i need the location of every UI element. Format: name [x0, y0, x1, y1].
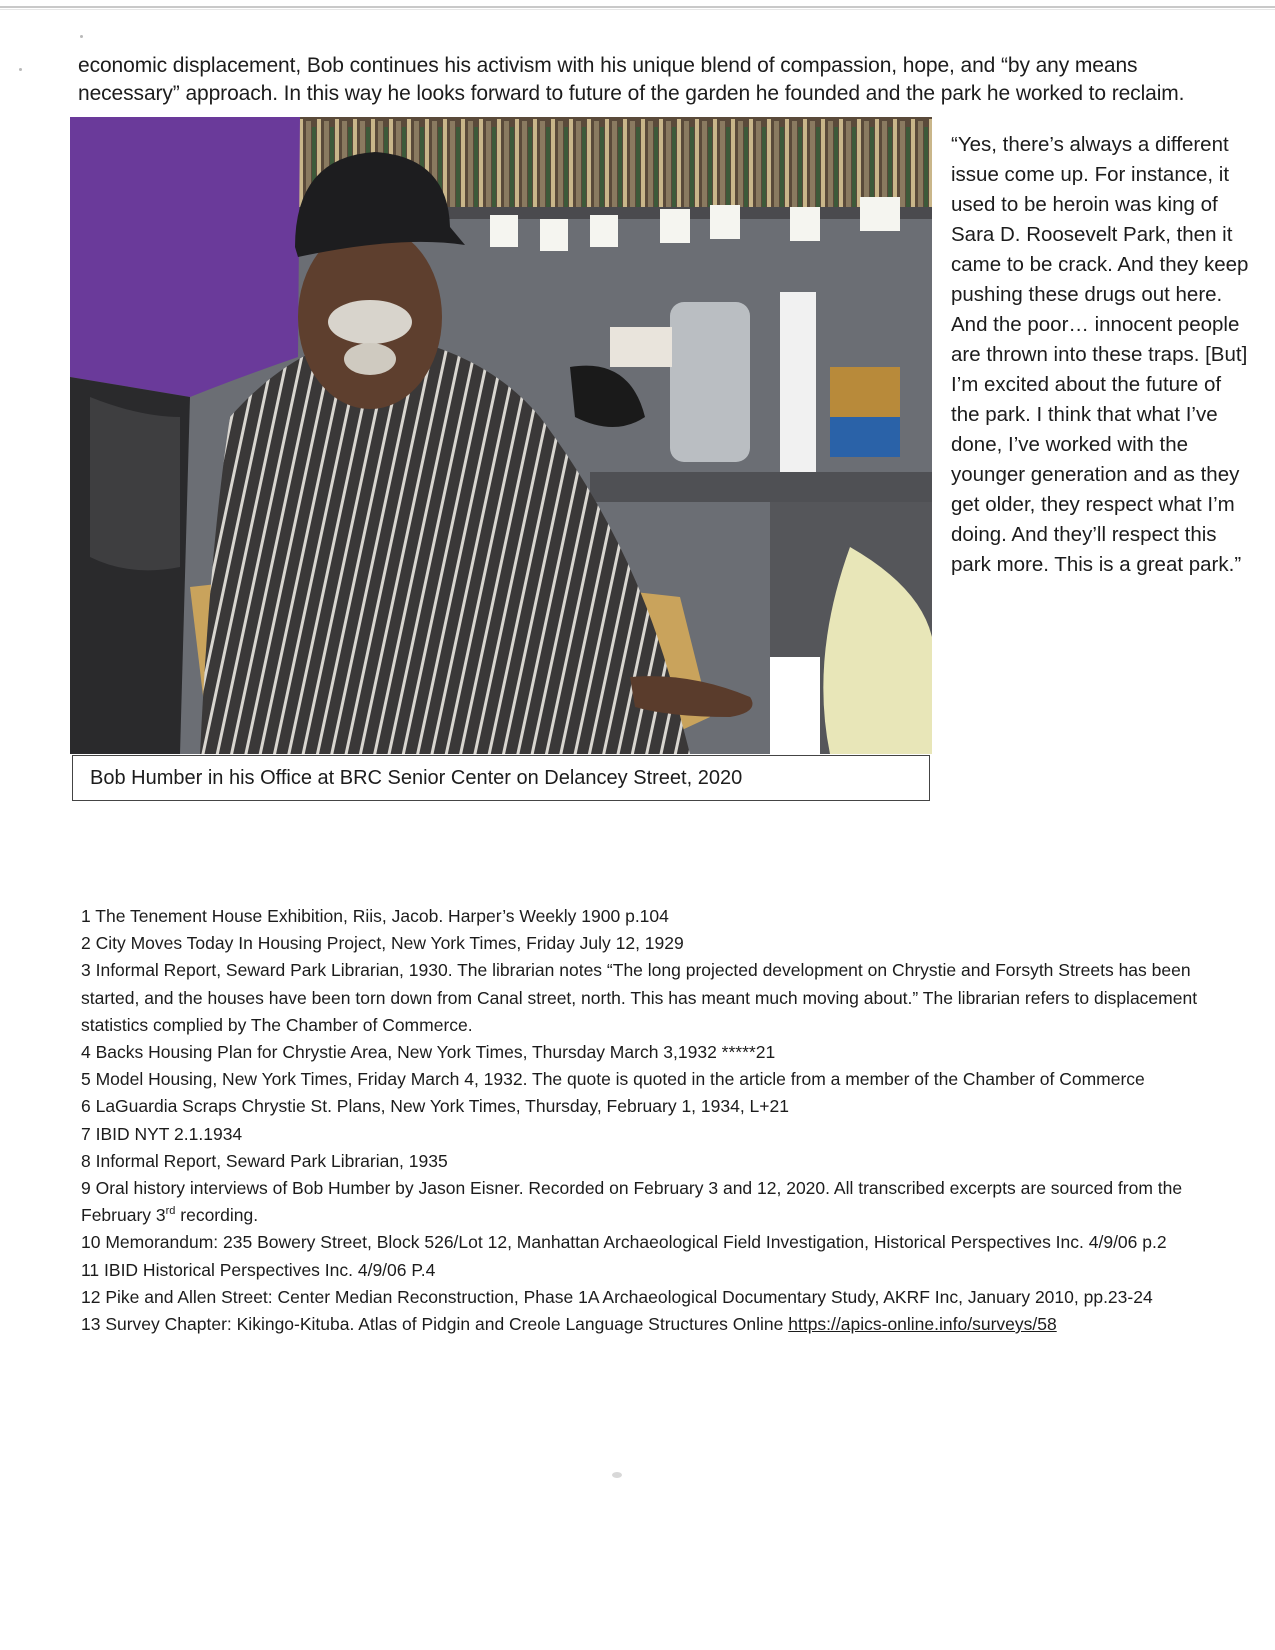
photo-illustration: [70, 117, 932, 754]
footnote-9: [81, 1175, 1221, 1229]
footnote-6: 6 LaGuardia Scraps Chrystie St. Plans, New York Times, Thursday, February 1, 1934, L+21: [81, 1096, 789, 1117]
footnote-3: 3 Informal Report, Seward Park Librarian, 1930. The librarian notes “The long projected development on Chrystie and Forsyth Streets has been started, and the houses have been torn down from Canal street, north. This has meant much moving about.” The librarian refers to displacement statistics complied by The Chamber of Commerce.: [81, 960, 1198, 1035]
footnote-10: 10 Memorandum: 235 Bowery Street, Block 526/Lot 12, Manhattan Archaeological Field Investigation, Historical Perspectives Inc. 4/9/06 p.2: [81, 1232, 1167, 1253]
scan-speck: [80, 35, 83, 38]
scan-edge: [0, 6, 1275, 8]
apics-survey-link[interactable]: https://apics-online.info/surveys/58: [788, 1314, 1057, 1335]
footnote-2: 2 City Moves Today In Housing Project, New York Times, Friday July 12, 1929: [81, 933, 684, 954]
footnote-9-text: 9 Oral history interviews of Bob Humber by Jason Eisner. Recorded on February 3 and 12, 2020. All transcribed excerpts are sourced from the February 3: [81, 1178, 1183, 1226]
photo-caption: Bob Humber in his Office at BRC Senior Center on Delancey Street, 2020: [90, 767, 743, 789]
scan-speck: [612, 1472, 622, 1478]
photo-bob-humber: [70, 117, 932, 754]
footnote-7: 7 IBID NYT 2.1.1934: [81, 1123, 243, 1144]
pull-quote: “Yes, there’s always a different issue come up. For instance, it used to be heroin was king of Sara D. Roosevelt Park, then it came to be crack. And they keep pushing these drugs out here. And the poor… innocent people are thrown into these traps. [But] I’m excited about the future of the park. I think that what I’ve done, I’ve worked with the younger generation and as they get older, they respect what I’m doing. And they’ll respect this park more. This is a great park.”: [951, 133, 1249, 576]
footnote-13: [81, 1311, 1221, 1338]
footnotes-list: [81, 903, 1221, 1338]
footnote-8: 8 Informal Report, Seward Park Librarian, 1935: [81, 1150, 448, 1171]
footnote-13-text: 13 Survey Chapter: Kikingo-Kituba. Atlas of Pidgin and Creole Language Structures Online: [81, 1314, 789, 1335]
scan-speck: [19, 68, 22, 71]
footnote-5: 5 Model Housing, New York Times, Friday March 4, 1932. The quote is quoted in the article from a member of the Chamber of Commerce: [81, 1069, 1145, 1090]
footnote-4: 4 Backs Housing Plan for Chrystie Area, New York Times, Thursday March 3,1932 *****21: [81, 1042, 776, 1063]
footnote-9-superscript: rd: [165, 1205, 176, 1218]
scan-edge-shadow: [0, 9, 1275, 10]
footnote-11: 11 IBID Historical Perspectives Inc. 4/9/06 P.4: [81, 1259, 436, 1280]
intro-paragraph: economic displacement, Bob continues his activism with his unique blend of compassion, hope, and “by any means necessary” approach. In this way he looks forward to future of the garden he founded and the park he worked to reclaim.: [78, 54, 1185, 105]
footnote-9-tail: recording.: [175, 1205, 259, 1226]
photo-caption-box: [72, 755, 930, 801]
footnote-12: 12 Pike and Allen Street: Center Median Reconstruction, Phase 1A Archaeological Documentary Study, AKRF Inc, January 2010, pp.23-24: [81, 1286, 1153, 1307]
footnote-1: 1 The Tenement House Exhibition, Riis, Jacob. Harper’s Weekly 1900 p.104: [81, 906, 669, 926]
